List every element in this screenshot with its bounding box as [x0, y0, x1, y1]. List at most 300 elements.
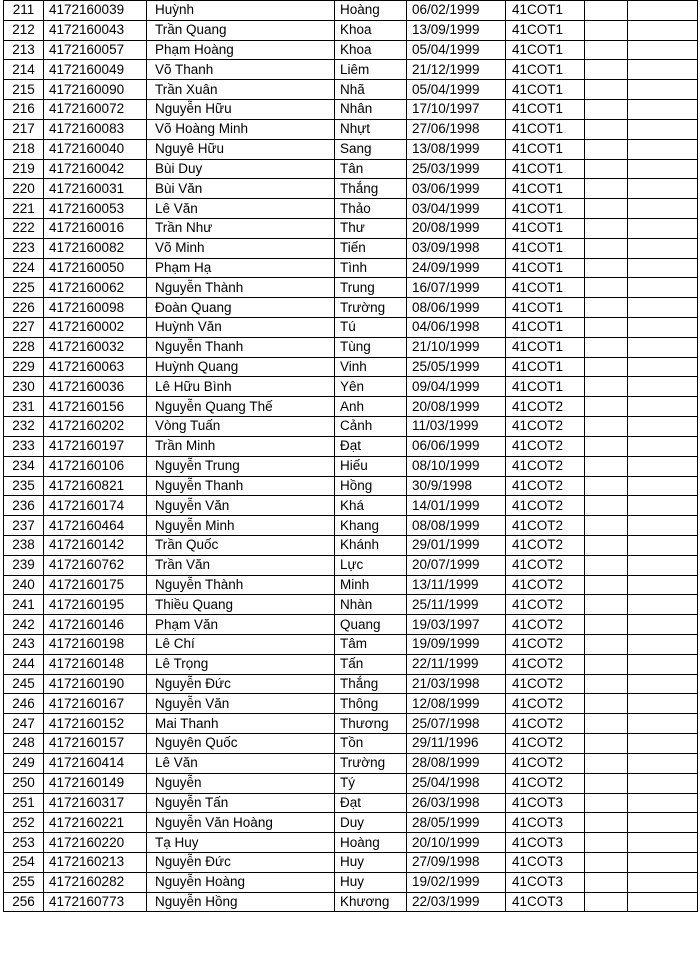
class-cell: 41COT2	[506, 516, 585, 536]
birth-date-cell: 22/11/1999	[407, 654, 506, 674]
given-name-cell: Vinh	[335, 357, 407, 377]
surname-cell: Võ Minh	[147, 238, 335, 258]
empty-cell	[585, 654, 628, 674]
row-number-cell: 217	[4, 119, 44, 139]
table-row	[4, 199, 698, 219]
class-cell: 41COT1	[506, 60, 585, 80]
surname-cell: Nguyễn Văn	[147, 496, 335, 516]
empty-cell	[585, 337, 628, 357]
empty-cell	[585, 674, 628, 694]
row-number-cell: 215	[4, 80, 44, 100]
student-id-cell: 4172160142	[44, 535, 147, 555]
row-number-cell: 254	[4, 852, 44, 872]
empty-cell	[585, 635, 628, 655]
given-name-cell: Trường	[335, 298, 407, 318]
class-cell: 41COT1	[506, 119, 585, 139]
student-id-cell: 4172160083	[44, 119, 147, 139]
empty-cell	[585, 872, 628, 892]
empty-cell	[628, 476, 698, 496]
student-id-cell: 4172160221	[44, 813, 147, 833]
row-number-cell: 229	[4, 357, 44, 377]
birth-date-cell: 13/11/1999	[407, 575, 506, 595]
row-number-cell: 214	[4, 60, 44, 80]
birth-date-cell: 30/9/1998	[407, 476, 506, 496]
empty-cell	[628, 357, 698, 377]
table-row	[4, 119, 698, 139]
student-id-cell: 4172160146	[44, 615, 147, 635]
table-row	[4, 436, 698, 456]
student-id-cell: 4172160050	[44, 258, 147, 278]
row-number-cell: 243	[4, 635, 44, 655]
surname-cell: Võ Thanh	[147, 60, 335, 80]
table-row	[4, 397, 698, 417]
surname-cell: Nguyễn Văn	[147, 694, 335, 714]
given-name-cell: Nhàn	[335, 595, 407, 615]
surname-cell: Phạm Hoàng	[147, 40, 335, 60]
given-name-cell: Thông	[335, 694, 407, 714]
empty-cell	[628, 872, 698, 892]
birth-date-cell: 14/01/1999	[407, 496, 506, 516]
student-id-cell: 4172160042	[44, 159, 147, 179]
surname-cell: Phạm Văn	[147, 615, 335, 635]
given-name-cell: Nhựt	[335, 119, 407, 139]
surname-cell: Võ Hoàng Minh	[147, 119, 335, 139]
class-cell: 41COT3	[506, 793, 585, 813]
birth-date-cell: 28/08/1999	[407, 753, 506, 773]
table-row	[4, 377, 698, 397]
given-name-cell: Khương	[335, 892, 407, 912]
surname-cell: Nguyễn Tấn	[147, 793, 335, 813]
birth-date-cell: 19/03/1997	[407, 615, 506, 635]
class-cell: 41COT1	[506, 1, 585, 21]
class-cell: 41COT3	[506, 813, 585, 833]
student-table	[3, 0, 698, 912]
surname-cell: Trần Như	[147, 218, 335, 238]
surname-cell: Mai Thanh	[147, 714, 335, 734]
empty-cell	[628, 535, 698, 555]
empty-cell	[628, 139, 698, 159]
given-name-cell: Nhân	[335, 100, 407, 120]
birth-date-cell: 28/05/1999	[407, 813, 506, 833]
surname-cell: Nguyễn	[147, 773, 335, 793]
class-cell: 41COT1	[506, 238, 585, 258]
birth-date-cell: 27/09/1998	[407, 852, 506, 872]
empty-cell	[628, 337, 698, 357]
row-number-cell: 240	[4, 575, 44, 595]
empty-cell	[628, 654, 698, 674]
given-name-cell: Đạt	[335, 436, 407, 456]
surname-cell: Vòng Tuấn	[147, 417, 335, 437]
table-row	[4, 773, 698, 793]
surname-cell: Bùi Văn	[147, 179, 335, 199]
empty-cell	[585, 238, 628, 258]
class-cell: 41COT1	[506, 218, 585, 238]
birth-date-cell: 22/03/1999	[407, 892, 506, 912]
given-name-cell: Thương	[335, 714, 407, 734]
surname-cell: Trần Minh	[147, 436, 335, 456]
birth-date-cell: 08/08/1999	[407, 516, 506, 536]
student-id-cell: 4172160195	[44, 595, 147, 615]
surname-cell: Nguyễn Văn Hoàng	[147, 813, 335, 833]
birth-date-cell: 17/10/1997	[407, 100, 506, 120]
student-id-cell: 4172160156	[44, 397, 147, 417]
class-cell: 41COT1	[506, 278, 585, 298]
class-cell: 41COT2	[506, 694, 585, 714]
empty-cell	[628, 60, 698, 80]
birth-date-cell: 20/10/1999	[407, 833, 506, 853]
row-number-cell: 220	[4, 179, 44, 199]
student-id-cell: 4172160157	[44, 734, 147, 754]
table-row	[4, 734, 698, 754]
student-id-cell: 4172160098	[44, 298, 147, 318]
table-body	[4, 1, 698, 912]
table-row	[4, 60, 698, 80]
birth-date-cell: 26/03/1998	[407, 793, 506, 813]
empty-cell	[628, 635, 698, 655]
empty-cell	[585, 793, 628, 813]
empty-cell	[628, 595, 698, 615]
student-id-cell: 4172160149	[44, 773, 147, 793]
empty-cell	[628, 238, 698, 258]
surname-cell: Trần Quốc	[147, 535, 335, 555]
empty-cell	[585, 595, 628, 615]
birth-date-cell: 03/09/1998	[407, 238, 506, 258]
empty-cell	[628, 773, 698, 793]
surname-cell: Phạm Hạ	[147, 258, 335, 278]
empty-cell	[585, 397, 628, 417]
student-id-cell: 4172160202	[44, 417, 147, 437]
table-row	[4, 813, 698, 833]
birth-date-cell: 24/09/1999	[407, 258, 506, 278]
empty-cell	[628, 318, 698, 338]
row-number-cell: 223	[4, 238, 44, 258]
table-row	[4, 793, 698, 813]
empty-cell	[585, 436, 628, 456]
student-id-cell: 4172160039	[44, 1, 147, 21]
class-cell: 41COT2	[506, 397, 585, 417]
birth-date-cell: 25/04/1998	[407, 773, 506, 793]
row-number-cell: 232	[4, 417, 44, 437]
empty-cell	[628, 714, 698, 734]
empty-cell	[628, 1, 698, 21]
empty-cell	[628, 80, 698, 100]
birth-date-cell: 03/06/1999	[407, 179, 506, 199]
class-cell: 41COT2	[506, 417, 585, 437]
surname-cell: Nguyễn Thành	[147, 575, 335, 595]
empty-cell	[628, 753, 698, 773]
row-number-cell: 213	[4, 40, 44, 60]
surname-cell: Nguyễn Trung	[147, 456, 335, 476]
surname-cell: Tạ Huy	[147, 833, 335, 853]
surname-cell: Nguyễn Thành	[147, 278, 335, 298]
row-number-cell: 252	[4, 813, 44, 833]
class-cell: 41COT1	[506, 159, 585, 179]
student-id-cell: 4172160414	[44, 753, 147, 773]
empty-cell	[628, 417, 698, 437]
row-number-cell: 255	[4, 872, 44, 892]
surname-cell: Lê Trọng	[147, 654, 335, 674]
class-cell: 41COT2	[506, 674, 585, 694]
table-row	[4, 278, 698, 298]
empty-cell	[628, 100, 698, 120]
row-number-cell: 250	[4, 773, 44, 793]
birth-date-cell: 20/08/1999	[407, 397, 506, 417]
class-cell: 41COT1	[506, 139, 585, 159]
empty-cell	[585, 813, 628, 833]
row-number-cell: 231	[4, 397, 44, 417]
table-row	[4, 258, 698, 278]
empty-cell	[585, 318, 628, 338]
birth-date-cell: 20/08/1999	[407, 218, 506, 238]
empty-cell	[585, 476, 628, 496]
empty-cell	[585, 555, 628, 575]
given-name-cell: Thảo	[335, 199, 407, 219]
given-name-cell: Tú	[335, 318, 407, 338]
empty-cell	[585, 199, 628, 219]
given-name-cell: Sang	[335, 139, 407, 159]
row-number-cell: 245	[4, 674, 44, 694]
given-name-cell: Hồng	[335, 476, 407, 496]
surname-cell: Nguyễn Hồng	[147, 892, 335, 912]
surname-cell: Trần Quang	[147, 20, 335, 40]
student-id-cell: 4172160152	[44, 714, 147, 734]
row-number-cell: 216	[4, 100, 44, 120]
student-id-cell: 4172160175	[44, 575, 147, 595]
birth-date-cell: 06/06/1999	[407, 436, 506, 456]
table-row	[4, 100, 698, 120]
row-number-cell: 239	[4, 555, 44, 575]
given-name-cell: Cảnh	[335, 417, 407, 437]
row-number-cell: 256	[4, 892, 44, 912]
row-number-cell: 233	[4, 436, 44, 456]
row-number-cell: 211	[4, 1, 44, 21]
surname-cell: Nguyên Quốc	[147, 734, 335, 754]
table-row	[4, 575, 698, 595]
given-name-cell: Tấn	[335, 654, 407, 674]
class-cell: 41COT1	[506, 199, 585, 219]
table-row	[4, 139, 698, 159]
student-id-cell: 4172160220	[44, 833, 147, 853]
given-name-cell: Lực	[335, 555, 407, 575]
row-number-cell: 238	[4, 535, 44, 555]
class-cell: 41COT2	[506, 753, 585, 773]
surname-cell: Nguyễn Đức	[147, 674, 335, 694]
student-id-cell: 4172160197	[44, 436, 147, 456]
row-number-cell: 237	[4, 516, 44, 536]
row-number-cell: 224	[4, 258, 44, 278]
empty-cell	[585, 139, 628, 159]
birth-date-cell: 21/12/1999	[407, 60, 506, 80]
empty-cell	[585, 417, 628, 437]
table-row	[4, 674, 698, 694]
empty-cell	[628, 218, 698, 238]
empty-cell	[585, 535, 628, 555]
surname-cell: Nguyễn Minh	[147, 516, 335, 536]
table-row	[4, 496, 698, 516]
empty-cell	[585, 100, 628, 120]
empty-cell	[585, 179, 628, 199]
class-cell: 41COT1	[506, 100, 585, 120]
empty-cell	[628, 20, 698, 40]
table-row	[4, 635, 698, 655]
surname-cell: Huỳnh Văn	[147, 318, 335, 338]
surname-cell: Nguyễn Thanh	[147, 337, 335, 357]
empty-cell	[585, 119, 628, 139]
birth-date-cell: 19/09/1999	[407, 635, 506, 655]
row-number-cell: 234	[4, 456, 44, 476]
class-cell: 41COT1	[506, 179, 585, 199]
surname-cell: Thiều Quang	[147, 595, 335, 615]
row-number-cell: 246	[4, 694, 44, 714]
table-row	[4, 238, 698, 258]
surname-cell: Nguyễn Thanh	[147, 476, 335, 496]
empty-cell	[585, 159, 628, 179]
student-id-cell: 4172160032	[44, 337, 147, 357]
empty-cell	[585, 456, 628, 476]
class-cell: 41COT2	[506, 615, 585, 635]
given-name-cell: Yên	[335, 377, 407, 397]
empty-cell	[628, 892, 698, 912]
class-cell: 41COT2	[506, 635, 585, 655]
birth-date-cell: 09/04/1999	[407, 377, 506, 397]
empty-cell	[628, 813, 698, 833]
empty-cell	[628, 40, 698, 60]
empty-cell	[628, 615, 698, 635]
student-id-cell: 4172160464	[44, 516, 147, 536]
empty-cell	[628, 694, 698, 714]
student-id-cell: 4172160036	[44, 377, 147, 397]
row-number-cell: 225	[4, 278, 44, 298]
empty-cell	[628, 793, 698, 813]
row-number-cell: 242	[4, 615, 44, 635]
empty-cell	[585, 258, 628, 278]
empty-cell	[628, 833, 698, 853]
row-number-cell: 228	[4, 337, 44, 357]
surname-cell: Lê Hữu Bình	[147, 377, 335, 397]
given-name-cell: Thắng	[335, 179, 407, 199]
empty-cell	[585, 496, 628, 516]
row-number-cell: 227	[4, 318, 44, 338]
birth-date-cell: 05/04/1999	[407, 40, 506, 60]
empty-cell	[585, 60, 628, 80]
table-row	[4, 40, 698, 60]
surname-cell: Bùi Duy	[147, 159, 335, 179]
student-id-cell: 4172160317	[44, 793, 147, 813]
row-number-cell: 212	[4, 20, 44, 40]
given-name-cell: Trường	[335, 753, 407, 773]
birth-date-cell: 25/03/1999	[407, 159, 506, 179]
table-row	[4, 179, 698, 199]
given-name-cell: Tý	[335, 773, 407, 793]
table-row	[4, 20, 698, 40]
table-row	[4, 714, 698, 734]
empty-cell	[585, 40, 628, 60]
table-row	[4, 456, 698, 476]
empty-cell	[585, 714, 628, 734]
empty-cell	[585, 833, 628, 853]
given-name-cell: Tiến	[335, 238, 407, 258]
empty-cell	[585, 615, 628, 635]
empty-cell	[585, 575, 628, 595]
birth-date-cell: 11/03/1999	[407, 417, 506, 437]
table-row	[4, 318, 698, 338]
table-row	[4, 159, 698, 179]
table-row	[4, 615, 698, 635]
empty-cell	[585, 734, 628, 754]
class-cell: 41COT3	[506, 892, 585, 912]
row-number-cell: 248	[4, 734, 44, 754]
given-name-cell: Liêm	[335, 60, 407, 80]
given-name-cell: Tình	[335, 258, 407, 278]
empty-cell	[585, 278, 628, 298]
given-name-cell: Khánh	[335, 535, 407, 555]
given-name-cell: Quang	[335, 615, 407, 635]
empty-cell	[585, 218, 628, 238]
surname-cell: Nguyễn Hoàng	[147, 872, 335, 892]
class-cell: 41COT2	[506, 496, 585, 516]
student-id-cell: 4172160282	[44, 872, 147, 892]
empty-cell	[628, 397, 698, 417]
empty-cell	[628, 199, 698, 219]
empty-cell	[585, 357, 628, 377]
class-cell: 41COT2	[506, 436, 585, 456]
given-name-cell: Huy	[335, 872, 407, 892]
student-id-cell: 4172160198	[44, 635, 147, 655]
student-id-cell: 4172160002	[44, 318, 147, 338]
empty-cell	[628, 436, 698, 456]
empty-cell	[585, 298, 628, 318]
class-cell: 41COT2	[506, 476, 585, 496]
given-name-cell: Thắng	[335, 674, 407, 694]
empty-cell	[628, 516, 698, 536]
birth-date-cell: 05/04/1999	[407, 80, 506, 100]
student-id-cell: 4172160053	[44, 199, 147, 219]
birth-date-cell: 21/10/1999	[407, 337, 506, 357]
student-id-cell: 4172160213	[44, 852, 147, 872]
class-cell: 41COT3	[506, 852, 585, 872]
empty-cell	[628, 179, 698, 199]
table-row	[4, 1, 698, 21]
empty-cell	[585, 377, 628, 397]
table-row	[4, 218, 698, 238]
row-number-cell: 226	[4, 298, 44, 318]
class-cell: 41COT1	[506, 377, 585, 397]
empty-cell	[585, 80, 628, 100]
empty-cell	[585, 516, 628, 536]
empty-cell	[628, 555, 698, 575]
student-id-cell: 4172160190	[44, 674, 147, 694]
table-row	[4, 555, 698, 575]
class-cell: 41COT1	[506, 357, 585, 377]
student-id-cell: 4172160043	[44, 20, 147, 40]
empty-cell	[585, 892, 628, 912]
birth-date-cell: 08/06/1999	[407, 298, 506, 318]
surname-cell: Đoàn Quang	[147, 298, 335, 318]
surname-cell: Trần Xuân	[147, 80, 335, 100]
given-name-cell: Khá	[335, 496, 407, 516]
empty-cell	[628, 456, 698, 476]
empty-cell	[628, 734, 698, 754]
student-id-cell: 4172160773	[44, 892, 147, 912]
empty-cell	[585, 20, 628, 40]
given-name-cell: Tâm	[335, 635, 407, 655]
table-row	[4, 872, 698, 892]
empty-cell	[585, 753, 628, 773]
row-number-cell: 244	[4, 654, 44, 674]
empty-cell	[628, 852, 698, 872]
given-name-cell: Nhã	[335, 80, 407, 100]
row-number-cell: 221	[4, 199, 44, 219]
